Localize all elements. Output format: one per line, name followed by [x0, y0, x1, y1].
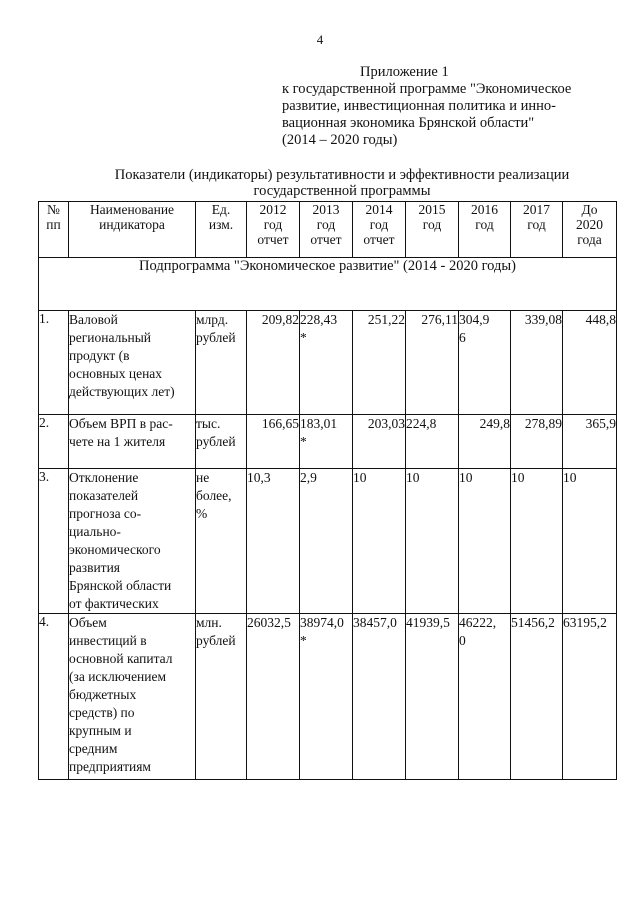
table-row [39, 469, 617, 614]
value-text: 10 [459, 470, 473, 485]
indicator-name-line: Валовой [69, 312, 118, 327]
header-text: года [577, 232, 602, 247]
header-text: год [263, 217, 283, 232]
value-2015 [406, 415, 459, 469]
value-2016 [459, 311, 511, 415]
table-row [39, 415, 617, 469]
header-text: 2015 [418, 202, 446, 217]
header-text: 2020 [576, 217, 603, 232]
value-2015 [406, 311, 459, 415]
value-2014 [353, 614, 406, 780]
value-text: 203,03 [367, 416, 405, 431]
table-row [39, 311, 617, 415]
header-text: год [527, 217, 546, 232]
header-text: 2013 [312, 202, 340, 217]
unit-line: тыс. [196, 416, 221, 431]
appendix-line: вационная экономика Брянской области" [282, 115, 535, 131]
document-title-line: Показатели (индикаторы) результативности и эффективности реализации [114, 167, 570, 183]
value-text: 10 [406, 470, 420, 485]
value-footnote-mark: * [300, 434, 307, 449]
indicator-name-line: крупным и [69, 723, 132, 738]
unit-line: более, [196, 488, 232, 503]
unit-cell [196, 614, 247, 780]
header-text: отчет [310, 232, 342, 247]
value-text: 228,43 [300, 312, 338, 327]
indicator-name-line: основной капитал [69, 651, 173, 666]
indicator-name-line: региональный [69, 330, 152, 345]
row-number: 4. [39, 614, 69, 780]
indicator-name-line: продукт (в [69, 348, 130, 363]
appendix-title: Приложение 1 [360, 64, 449, 80]
header-2020 [563, 202, 617, 258]
indicator-name [69, 614, 196, 780]
subprogram-row [39, 258, 617, 311]
value-text: 365,9 [585, 416, 616, 431]
value-text: 209,82 [261, 312, 299, 327]
value-footnote-mark: * [300, 330, 307, 345]
page-number: 4 [316, 32, 324, 47]
document-title [60, 167, 624, 199]
row-number: 1. [39, 311, 69, 415]
unit-line: рублей [196, 434, 236, 449]
indicator-name-line: основных ценах [69, 366, 163, 381]
value-2013 [300, 415, 353, 469]
value-2012 [247, 469, 300, 614]
header-text: Наименование [89, 202, 175, 217]
header-2015 [406, 202, 459, 258]
header-2013 [300, 202, 353, 258]
indicator-name-line: экономического [69, 542, 161, 557]
value-2015 [406, 614, 459, 780]
value-2012 [247, 415, 300, 469]
row-number: 2. [39, 415, 69, 469]
value-text: 166,65 [261, 416, 299, 431]
header-2016 [459, 202, 511, 258]
header-text: 2016 [471, 202, 498, 217]
header-text: отчет [363, 232, 395, 247]
row-number: 3. [39, 469, 69, 614]
subprogram-title: Подпрограмма "Экономическое развитие" (2014 - 2020 годы) [39, 258, 617, 311]
value-text: 10 [563, 470, 577, 485]
indicator-name-line: от фактических [69, 596, 159, 611]
value-2013 [300, 469, 353, 614]
value-2016 [459, 469, 511, 614]
value-2012 [247, 311, 300, 415]
header-num [39, 202, 69, 258]
appendix-header [282, 64, 571, 149]
value-footnote-mark: * [300, 633, 307, 648]
value-text: 278,89 [524, 416, 562, 431]
value-2014 [353, 311, 406, 415]
value-text: 41939,5 [406, 615, 450, 630]
unit-line: рублей [196, 330, 236, 345]
indicator-name-line: прогноза со- [69, 506, 142, 521]
header-unit [196, 202, 247, 258]
value-2017 [511, 415, 563, 469]
value-2014 [353, 415, 406, 469]
value-text: 46222, [459, 615, 497, 630]
unit-line: не [196, 470, 210, 485]
value-2020 [563, 311, 617, 415]
unit-line: млн. [196, 615, 222, 630]
value-2020 [563, 614, 617, 780]
header-text: отчет [257, 232, 289, 247]
value-2020 [563, 415, 617, 469]
value-text: 63195,2 [563, 615, 607, 630]
value-text: 38974,0 [300, 615, 344, 630]
header-text: До [581, 202, 598, 217]
appendix-line: (2014 – 2020 годы) [282, 132, 398, 148]
appendix-line: развитие, инвестиционная политика и инно- [282, 98, 556, 114]
value-text: 0 [459, 633, 466, 648]
header-2012 [247, 202, 300, 258]
value-text: 10,3 [247, 470, 271, 485]
value-text: 183,01 [300, 416, 338, 431]
value-text: 10 [511, 470, 525, 485]
value-2017 [511, 469, 563, 614]
indicator-name-line: предприятиям [69, 759, 151, 774]
header-text: 2012 [259, 202, 287, 217]
unit-line: рублей [196, 633, 236, 648]
indicator-name-line: инвестиций в [69, 633, 147, 648]
value-2014 [353, 469, 406, 614]
header-text: Ед. [211, 202, 231, 217]
value-text: 26032,5 [247, 615, 291, 630]
value-2013 [300, 311, 353, 415]
value-text: 249,8 [479, 416, 510, 431]
header-name [69, 202, 196, 258]
value-2012 [247, 614, 300, 780]
header-text: год [422, 217, 442, 232]
document-title-line: государственной программы [253, 183, 431, 199]
value-2020 [563, 469, 617, 614]
value-text: 339,08 [524, 312, 562, 327]
unit-cell [196, 469, 247, 614]
table-header-row [39, 202, 617, 258]
header-text: индикатора [99, 217, 165, 232]
unit-line: % [196, 506, 208, 521]
value-2013 [300, 614, 353, 780]
value-text: 448,8 [585, 312, 616, 327]
indicator-name-line: средним [69, 741, 118, 756]
header-text: год [369, 217, 389, 232]
header-text: № [47, 202, 60, 217]
unit-cell [196, 311, 247, 415]
header-text: год [475, 217, 494, 232]
value-text: 10 [353, 470, 367, 485]
unit-line: млрд. [196, 312, 229, 327]
indicators-table [38, 201, 617, 780]
indicator-name-line: Отклонение [69, 470, 139, 485]
header-2014 [353, 202, 406, 258]
indicator-name-line: (за исключением [69, 669, 167, 684]
indicator-name-line: показателей [69, 488, 139, 503]
header-text: 2014 [365, 202, 393, 217]
value-2016 [459, 415, 511, 469]
indicator-name-line: Брянской области [69, 578, 172, 593]
indicator-name-line: Объем ВРП в рас- [69, 416, 173, 431]
header-text: год [316, 217, 336, 232]
indicator-name-line: средств) по [69, 705, 135, 720]
header-text: изм. [208, 217, 234, 232]
value-text: 51456,2 [511, 615, 555, 630]
indicator-name-line: циально- [69, 524, 121, 539]
indicator-name [69, 415, 196, 469]
appendix-line: к государственной программе "Экономическое [282, 81, 572, 97]
value-text: 224,8 [406, 416, 437, 431]
value-text: 38457,0 [353, 615, 397, 630]
value-2015 [406, 469, 459, 614]
indicator-name-line: действующих лет) [69, 384, 175, 399]
table-row [39, 614, 617, 780]
value-2016 [459, 614, 511, 780]
header-2017 [511, 202, 563, 258]
value-2017 [511, 614, 563, 780]
indicator-name-line: развития [69, 560, 121, 575]
indicator-name-line: чете на 1 жителя [69, 434, 166, 449]
indicator-name-line: бюджетных [69, 687, 137, 702]
value-text: 251,22 [367, 312, 405, 327]
value-2017 [511, 311, 563, 415]
header-text: 2017 [523, 202, 550, 217]
indicator-name [69, 469, 196, 614]
indicator-name [69, 311, 196, 415]
indicator-name-line: Объем [69, 615, 107, 630]
value-text: 6 [459, 330, 466, 345]
value-text: 304,9 [459, 312, 490, 327]
unit-cell [196, 415, 247, 469]
header-text: пп [46, 217, 61, 232]
value-text: 276,11 [421, 312, 458, 327]
value-text: 2,9 [300, 470, 317, 485]
